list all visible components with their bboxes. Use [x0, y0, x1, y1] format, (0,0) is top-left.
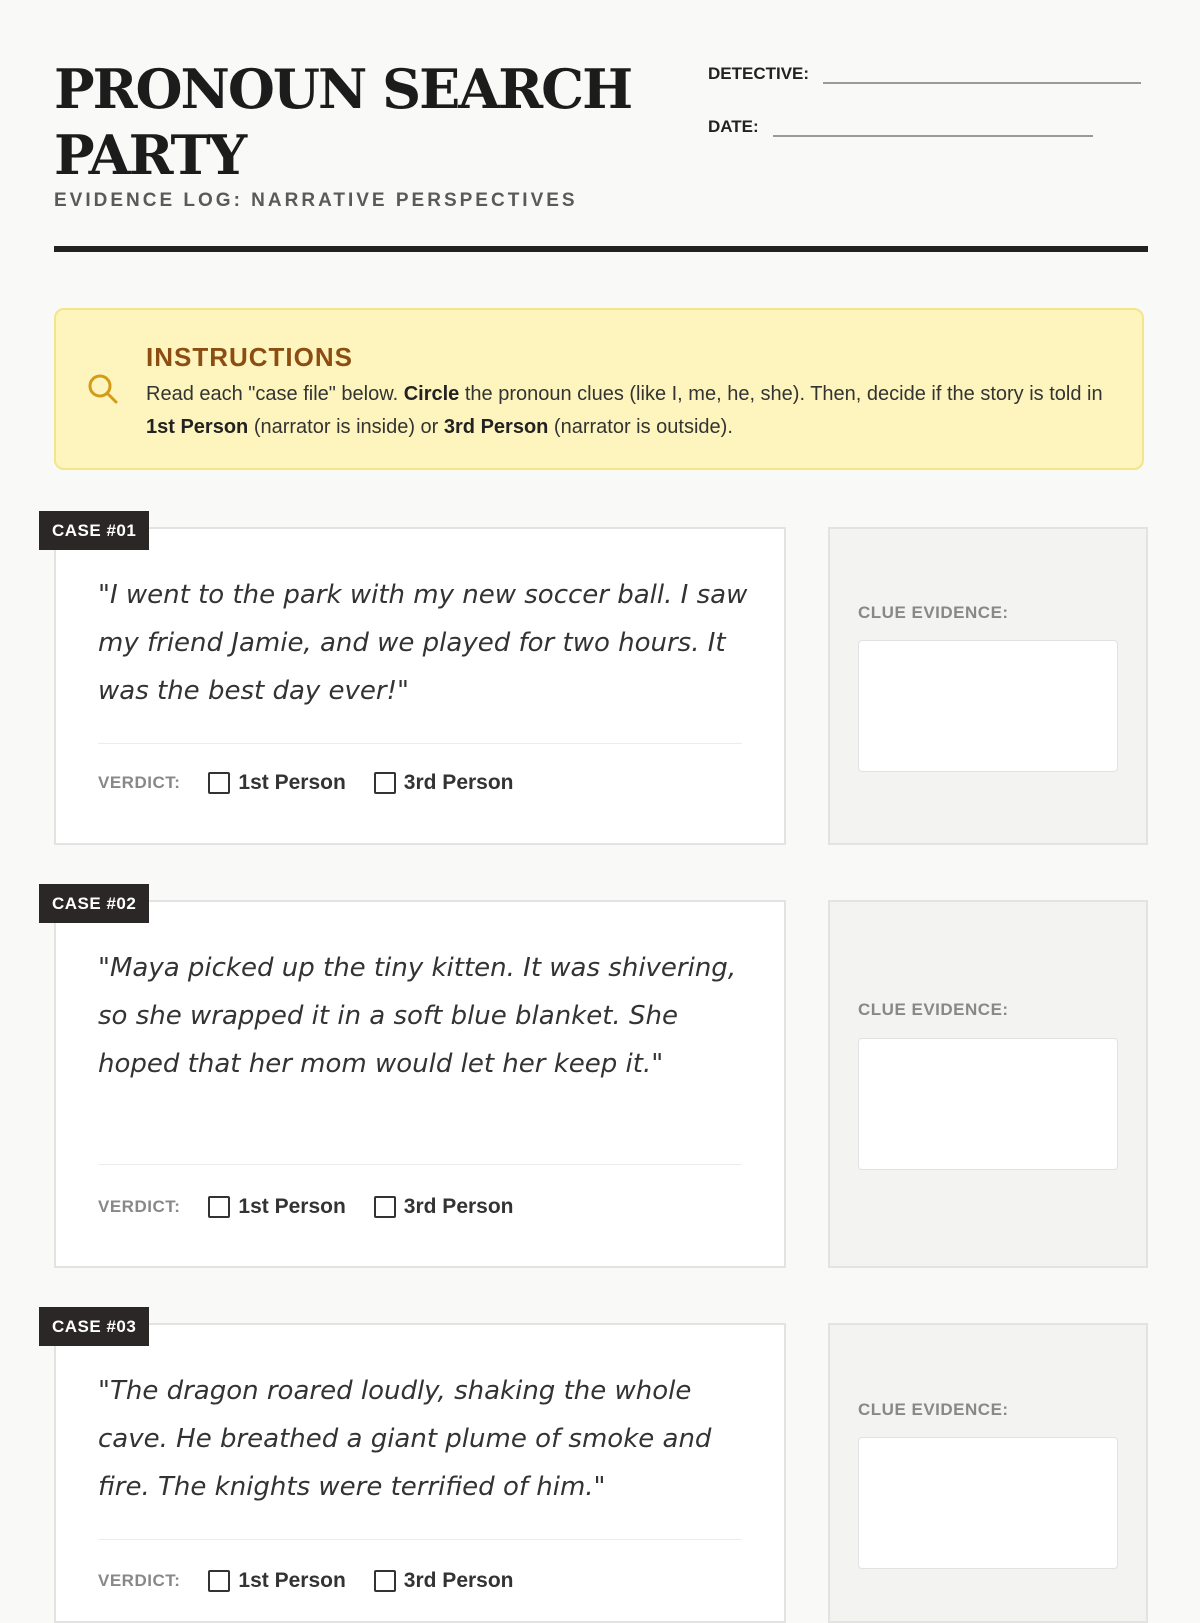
option-3rd-person[interactable]	[374, 1569, 514, 1593]
option-label: 3rd Person	[403, 771, 514, 794]
instructions-box	[54, 308, 1144, 470]
evidence-label: CLUE EVIDENCE:	[858, 1400, 1009, 1419]
detective-label: DETECTIVE:	[708, 64, 810, 83]
evidence-panel	[828, 527, 1148, 845]
verdict-label: VERDICT:	[98, 1571, 181, 1590]
verdict-row	[98, 771, 542, 795]
page-subtitle: EVIDENCE LOG: NARRATIVE PERSPECTIVES	[54, 190, 578, 211]
evidence-input-box[interactable]	[858, 640, 1118, 772]
verdict-row	[98, 1569, 542, 1593]
verdict-label: VERDICT:	[98, 1197, 181, 1216]
option-label: 3rd Person	[403, 1569, 514, 1592]
case-card	[52, 1317, 786, 1623]
instructions-text: Read each "case file" below. Circle the pronoun clues (like I, me, he, she). Then, decide if the story is told in 1st Person (narrator is inside) or 3rd Person (narrator is outside).	[146, 383, 1103, 438]
emphasis-3rd-person: 3rd Person	[443, 416, 549, 438]
checkbox-3rd-person[interactable]	[374, 772, 396, 794]
evidence-panel	[828, 900, 1148, 1268]
date-field[interactable]	[708, 115, 1093, 137]
option-3rd-person[interactable]	[374, 1195, 514, 1219]
evidence-input-box[interactable]	[858, 1038, 1118, 1170]
checkbox-3rd-person[interactable]	[374, 1570, 396, 1592]
case-divider	[98, 743, 742, 744]
option-1st-person[interactable]	[208, 1569, 345, 1593]
checkbox-1st-person[interactable]	[208, 1570, 230, 1592]
option-1st-person[interactable]	[208, 771, 345, 795]
case-text: "I went to the park with my new soccer ball. I saw my friend Jamie, and we played for two hours. It was the best day ever!"	[98, 580, 748, 706]
case-divider	[98, 1539, 742, 1540]
instructions-heading: INSTRUCTIONS	[146, 342, 353, 372]
case-card	[52, 894, 786, 1268]
page-title: PRONOUN SEARCH PARTY	[54, 57, 632, 187]
case-text: "Maya picked up the tiny kitten. It was shivering, so she wrapped it in a soft blue blanket. She hoped that her mom would let her keep it."	[98, 953, 737, 1079]
option-label: 1st Person	[238, 1569, 346, 1592]
emphasis-1st-person: 1st Person	[146, 416, 249, 438]
verdict-label: VERDICT:	[98, 773, 181, 792]
detective-field[interactable]	[708, 62, 1141, 84]
case-divider	[98, 1164, 742, 1165]
search-icon	[86, 372, 120, 406]
verdict-row	[98, 1195, 542, 1219]
option-label: 1st Person	[238, 1195, 346, 1218]
option-label: 1st Person	[238, 771, 346, 794]
case-tag: CASE #01	[39, 511, 149, 550]
option-label: 3rd Person	[403, 1195, 514, 1218]
case-text: "The dragon roared loudly, shaking the whole cave. He breathed a giant plume of smoke and fire. The knights were terrified of him."	[98, 1376, 712, 1502]
checkbox-1st-person[interactable]	[208, 772, 230, 794]
worksheet-page	[54, 0, 1148, 1600]
date-label: DATE:	[708, 117, 759, 136]
option-1st-person[interactable]	[208, 1195, 345, 1219]
checkbox-1st-person[interactable]	[208, 1196, 230, 1218]
evidence-label: CLUE EVIDENCE:	[858, 603, 1009, 622]
emphasis-circle: Circle	[403, 383, 460, 405]
case-tag: CASE #03	[39, 1307, 149, 1346]
date-line[interactable]	[773, 115, 1093, 137]
option-3rd-person[interactable]	[374, 771, 514, 795]
detective-line[interactable]	[823, 62, 1141, 84]
evidence-label: CLUE EVIDENCE:	[858, 1000, 1009, 1019]
checkbox-3rd-person[interactable]	[374, 1196, 396, 1218]
evidence-panel	[828, 1323, 1148, 1623]
evidence-input-box[interactable]	[858, 1437, 1118, 1569]
header-divider	[54, 246, 1148, 252]
case-tag: CASE #02	[39, 884, 149, 923]
case-card	[52, 521, 786, 845]
